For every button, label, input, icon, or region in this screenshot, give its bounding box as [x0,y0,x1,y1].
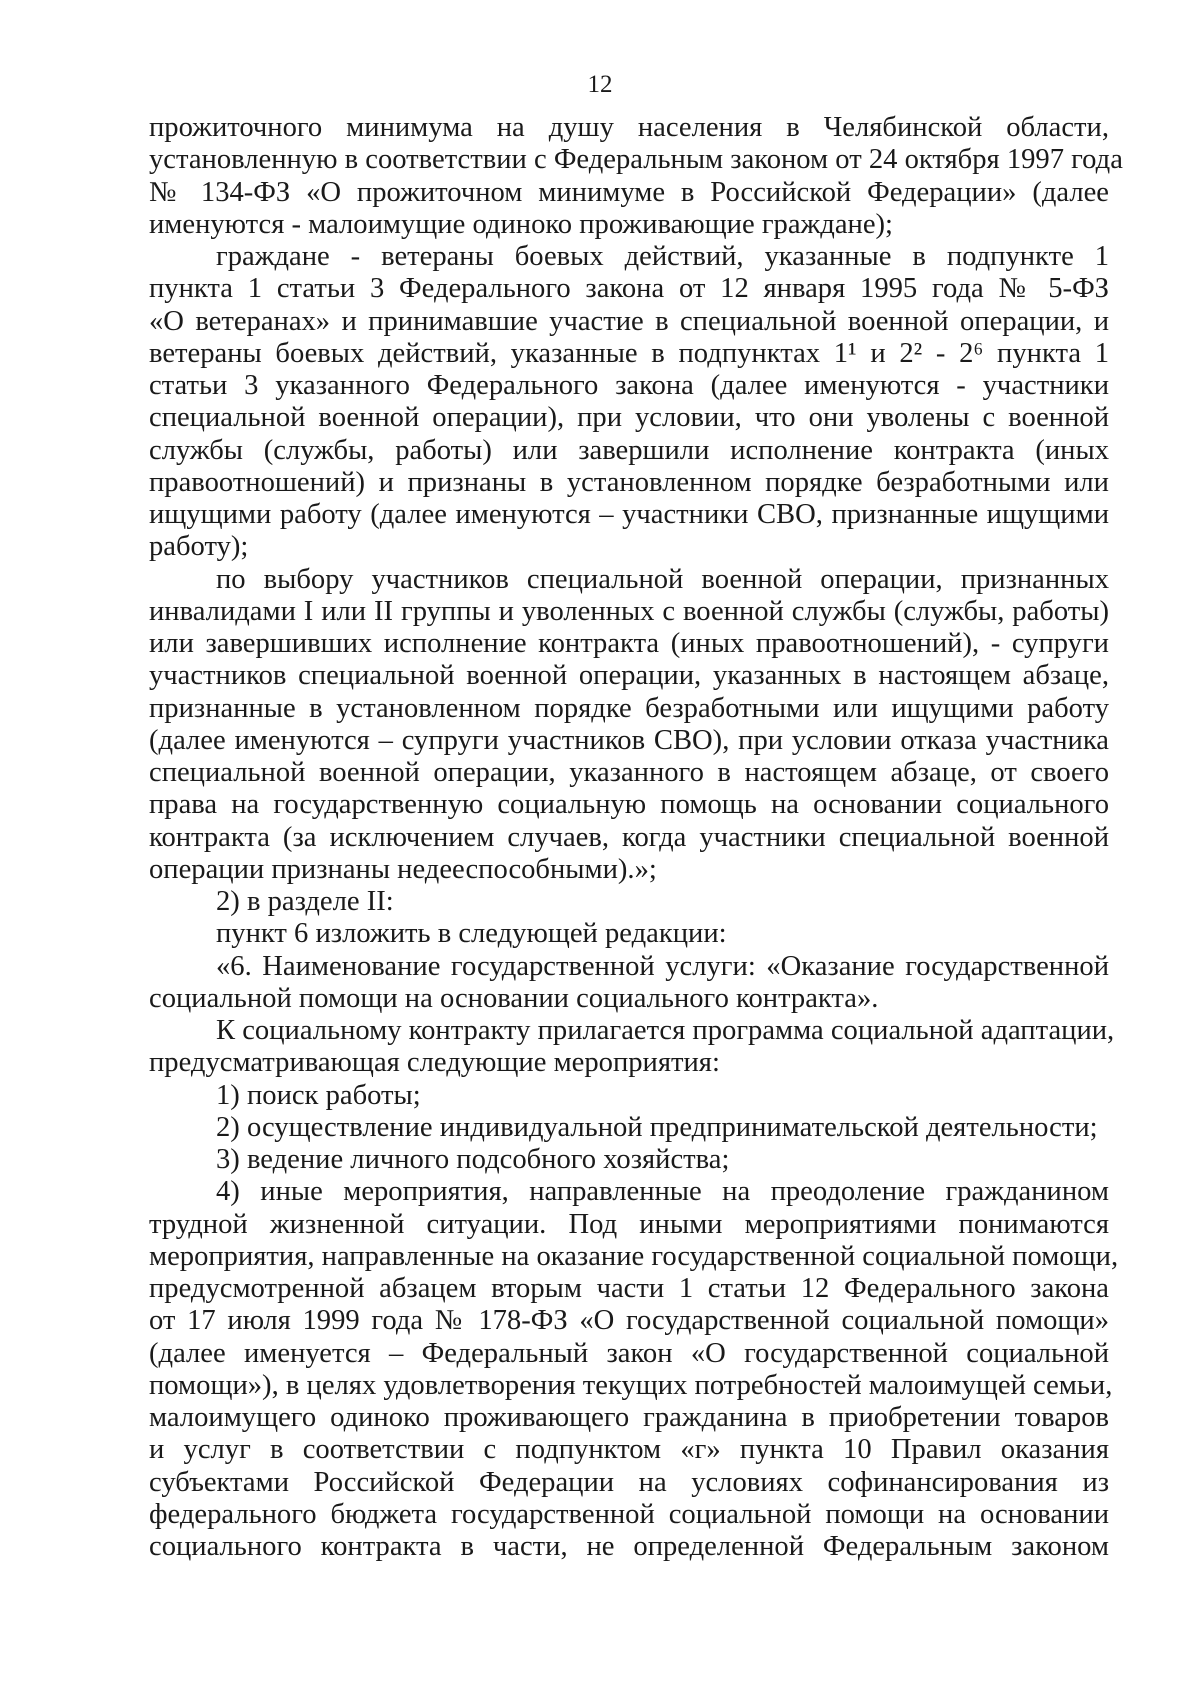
text-line: мероприятия, направленные на оказание государственной социальной помощи, [149,1240,1119,1272]
text-line: малоимущего одиноко проживающего гражданина в приобретении товаров [149,1402,1109,1433]
document-body [149,112,1123,1563]
text-line: установленную в соответствии с Федеральным законом от 24 октября 1997 года [149,144,1123,176]
text-line: работу); [149,531,249,563]
text-line: К социальному контракту прилагается программа социальной адаптации, [216,1015,1115,1046]
text-line: правоотношений) и признаны в установленном порядке безработными или [149,466,1109,498]
text-line: пункта 1 статьи 3 Федерального закона от 12 января 1995 года № 5-ФЗ [149,273,1109,305]
text-line: (далее именуются – супруги участников СВО), при условии отказа участника [149,724,1109,756]
text-line: социального контракта в части, не определенной Федеральным законом [149,1531,1109,1562]
text-line: ветераны боевых действий, указанные в подпунктах 1¹ и 2² - 2⁶ пункта 1 [149,337,1109,369]
text-line: «О ветеранах» и принимавшие участие в специальной военной операции, и [149,305,1109,337]
text-line: операции признаны недееспособными).»; [149,853,657,885]
text-line: контракта (за исключением случаев, когда участники специальной военной [149,821,1109,853]
text-line: специальной военной операции, указанного в настоящем абзаце, от своего [149,757,1109,788]
text-line: (далее именуется – Федеральный закон «О государственной социальной [149,1337,1109,1369]
text-line: № 134-ФЗ «О прожиточном минимуме в Российской Федерации» (далее [149,176,1109,208]
text-line: предусмотренной абзацем вторым части 1 статьи 12 Федерального закона [149,1273,1109,1304]
text-line: признанные в установленном порядке безработными или ищущими работу [149,692,1109,724]
text-line: участников специальной военной операции, указанных в настоящем абзаце, [149,660,1109,692]
text-line: граждане - ветераны боевых действий, указанные в подпункте 1 [216,241,1109,272]
text-line: субъектами Российской Федерации на условиях софинансирования из [149,1466,1109,1498]
text-line: «6. Наименование государственной услуги: «Оказание государственной [216,950,1109,982]
text-line: именуются - малоимущие одиноко проживающие граждане); [149,208,893,240]
text-line: специальной военной операции), при условии, что они уволены с военной [149,402,1109,434]
text-line: статьи 3 указанного Федерального закона (далее именуются - участники [149,370,1109,401]
text-line: социальной помощи на основании социального контракта». [149,982,879,1014]
page-number: 12 [587,71,613,98]
text-line: предусматривающая следующие мероприятия: [149,1047,720,1079]
text-line: прожиточного минимума на душу населения в Челябинской области, [149,112,1109,143]
text-line: инвалидами I или II группы и уволенных с военной службы (службы, работы) [149,595,1109,627]
text-line: 2) в разделе II: [216,886,394,917]
text-line: помощи»), в целях удовлетворения текущих потребностей малоимущей семьи, [149,1369,1113,1401]
text-line: пункт 6 изложить в следующей редакции: [216,918,727,950]
text-line: от 17 июля 1999 года № 178-ФЗ «О государственной социальной помощи» [149,1305,1109,1337]
text-line: трудной жизненной ситуации. Под иными мероприятиями понимаются [149,1208,1109,1240]
text-line: по выбору участников специальной военной операции, признанных [216,563,1109,595]
text-line: и услуг в соответствии с подпунктом «г» пункта 10 Правил оказания [149,1434,1109,1466]
text-line: федерального бюджета государственной социальной помощи на основании [149,1498,1109,1530]
text-line: 1) поиск работы; [216,1079,421,1111]
text-line: или завершивших исполнение контракта (иных правоотношений), - супруги [149,628,1109,659]
text-line: 2) осуществление индивидуальной предпринимательской деятельности; [216,1111,1098,1143]
text-line: права на государственную социальную помощь на основании социального [149,789,1109,821]
text-line: службы (службы, работы) или завершили исполнение контракта (иных [149,434,1109,466]
text-line: ищущими работу (далее именуются – участники СВО, признанные ищущими [149,499,1109,530]
text-line: 4) иные мероприятия, направленные на преодоление гражданином [216,1176,1109,1208]
text-line: 3) ведение личного подсобного хозяйства; [216,1144,730,1175]
